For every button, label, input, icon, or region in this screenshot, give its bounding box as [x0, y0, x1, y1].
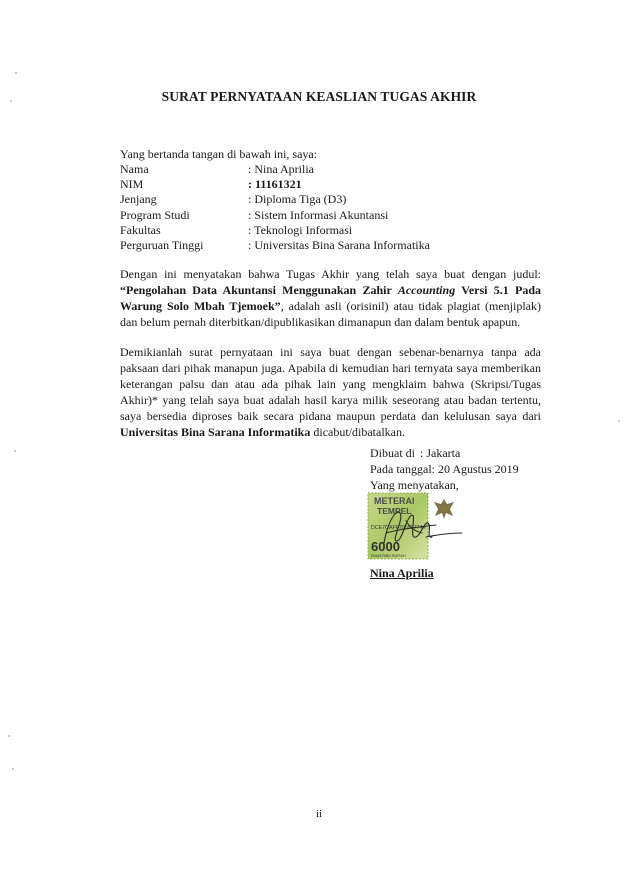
signing-date	[370, 461, 519, 477]
identity-field-row	[120, 192, 430, 207]
thesis-title-italic: Accounting	[397, 283, 456, 297]
field-label: Fakultas	[120, 222, 161, 237]
statement-text-end: , adalah asli (orisinil) atau tidak plagiat (menjiplak) dan belum pernah diterbitkan/dipublikasikan dimanapun dan dalam bentuk apapun.	[120, 299, 541, 329]
signing-place-label: Dibuat di	[370, 446, 415, 460]
stamp-line1: METERAI	[374, 496, 415, 506]
signing-place	[370, 445, 460, 461]
field-value: : Teknologi Informasi	[248, 222, 353, 237]
field-value: : Sistem Informasi Akuntansi	[248, 207, 389, 222]
signing-closing: Yang menyatakan,	[370, 478, 459, 492]
meterai-stamp	[366, 491, 464, 561]
signing-date-value: : 20 Agustus 2019	[431, 462, 519, 476]
thesis-title-part1: “Pengolahan Data Akuntansi Menggunakan Zahir	[120, 283, 398, 297]
page-number: ii	[315, 808, 323, 820]
stamp-serial: DCE7CAFF795527744	[371, 525, 426, 531]
scan-speck	[8, 735, 10, 737]
stamp-amount: 6000	[371, 539, 400, 554]
statement-text-start: Dengan ini menyatakan bahwa Tugas Akhir yang telah saya buat dengan judul:	[120, 267, 541, 281]
statement-paragraph	[120, 266, 541, 330]
declaration-text-end: dicabut/dibatalkan.	[310, 425, 405, 439]
declaration-paragraph	[120, 344, 541, 440]
identity-field-row	[120, 238, 430, 253]
declaration-text-start: Demikianlah surat pernyataan ini saya buat dengan sebenar-benarnya tanpa ada paksaan dari pihak manapun juga. Apabila di kemudian hari ternyata saya memberikan keterangan palsu dan atau ada pihak lain yang mengklaim bahwa (Skripsi/Tugas Akhir)* yang telah saya buat adalah hasil karya milik seseorang atau badan tertentu, saya bersedia diproses baik secara pidana maupun perdata dan kelulusan saya dari	[120, 345, 541, 423]
field-value: : Universitas Bina Sarana Informatika	[248, 238, 430, 253]
field-label: Program Studi	[120, 207, 190, 222]
scan-speck	[15, 72, 17, 74]
identity-field-row	[120, 177, 430, 192]
identity-field-row	[120, 223, 430, 238]
stamp-amount-caption: ENAM RIBU RUPIAH	[371, 554, 406, 558]
field-label: Jenjang	[120, 192, 157, 207]
scan-speck	[618, 420, 620, 422]
field-value: : Nina Aprilia	[248, 162, 314, 176]
intro-text: Yang bertanda tangan di bawah ini, saya:	[120, 147, 318, 161]
field-value	[248, 177, 430, 192]
identity-fields	[120, 162, 430, 253]
signer-name: Nina Aprilia	[370, 566, 434, 580]
document-title: SURAT PERNYATAAN KEASLIAN TUGAS AKHIR	[161, 89, 477, 104]
thesis-title-part2: Versi 5.1 Pada Warung Solo Mbah Tjemoek”	[120, 283, 542, 313]
garuda-emblem-icon	[434, 499, 454, 519]
field-label: NIM	[120, 177, 144, 192]
field-label: Nama	[120, 162, 149, 176]
field-value: : Diploma Tiga (D3)	[248, 192, 347, 207]
identity-field-row	[120, 208, 430, 223]
scan-speck	[10, 100, 12, 102]
scan-speck	[14, 450, 16, 452]
identity-field-row	[120, 162, 430, 177]
university-name-bold: Universitas Bina Sarana Informatika	[120, 425, 311, 439]
field-value-bold: : 11161321	[248, 177, 302, 192]
stamp-line2: TEMPEL	[377, 506, 412, 516]
signing-place-value: : Jakarta	[420, 446, 461, 460]
signing-date-label: Pada tanggal	[370, 462, 432, 476]
scan-speck	[12, 768, 14, 770]
field-label: Perguruan Tinggi	[120, 238, 204, 253]
